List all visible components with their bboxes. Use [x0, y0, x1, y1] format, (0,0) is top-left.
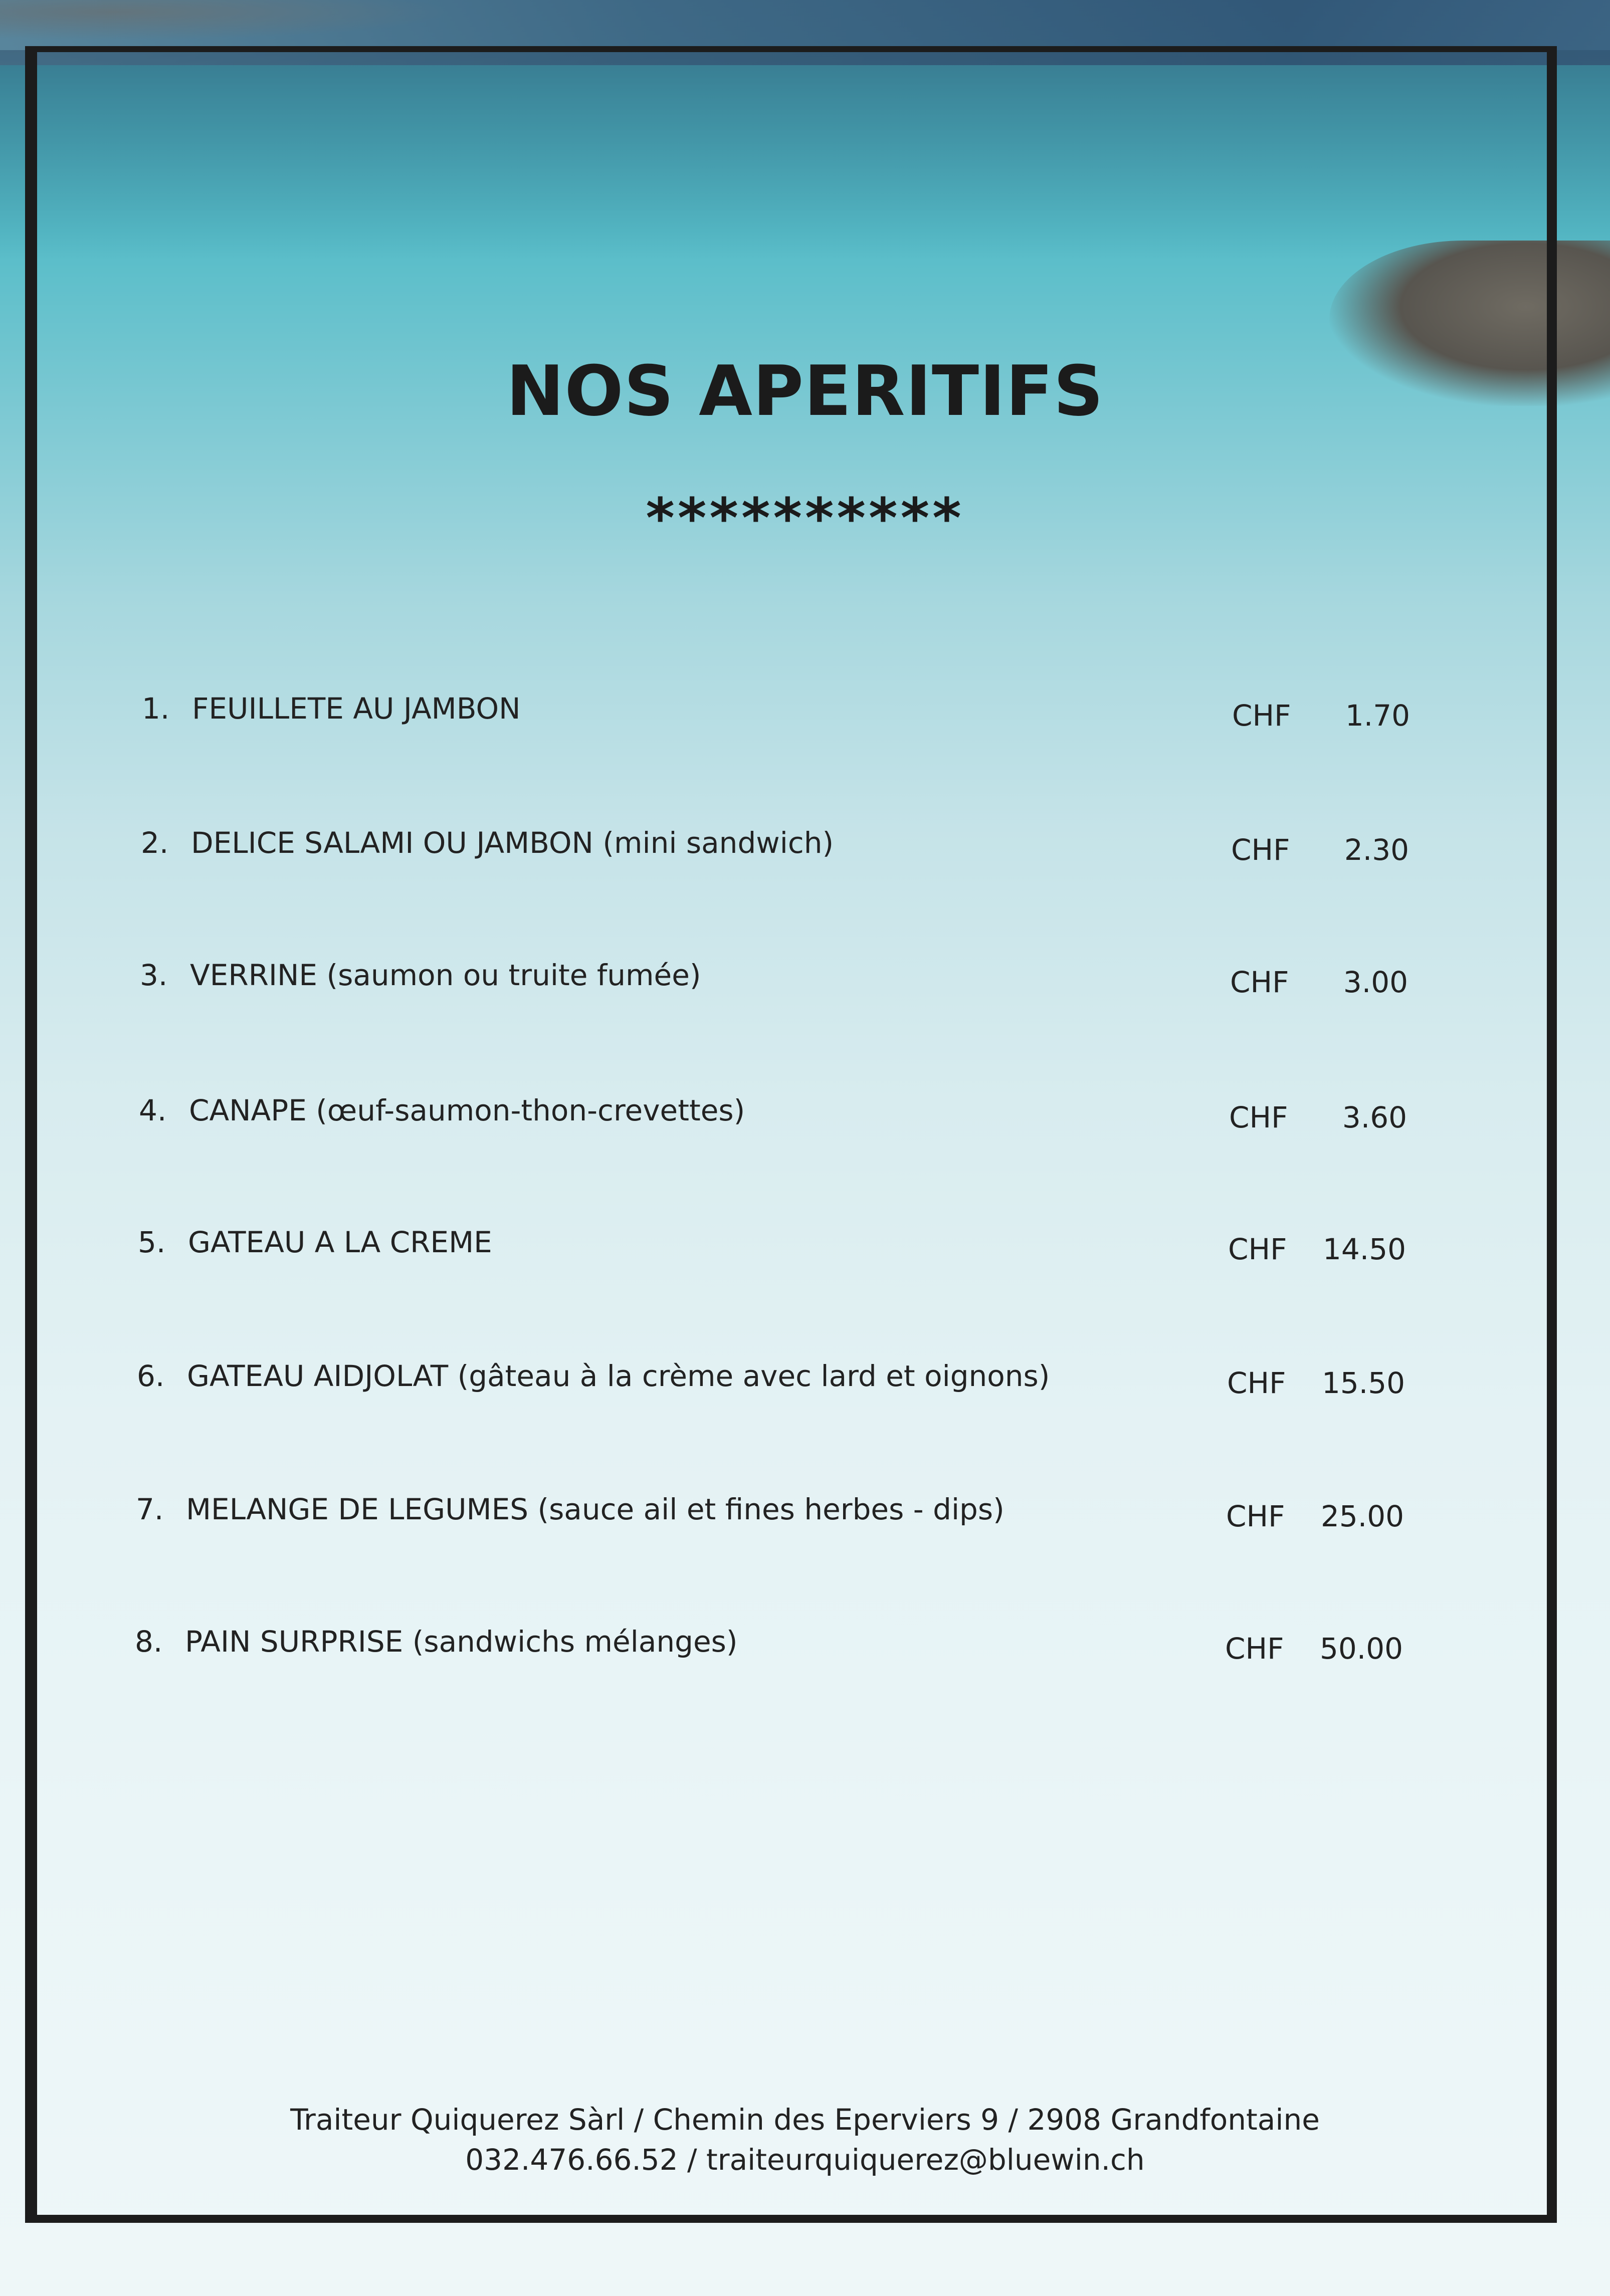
menu-item — [0, 1225, 1610, 1280]
item-price: 14.50 — [1322, 1232, 1406, 1266]
menu-item — [0, 692, 1610, 747]
item-number: 8. — [135, 1625, 163, 1659]
item-name: CANAPE (œuf-saumon-thon-crevettes) — [189, 1093, 745, 1127]
item-price: 3.00 — [1343, 965, 1408, 999]
item-number: 5. — [138, 1225, 166, 1259]
item-number: 6. — [137, 1359, 165, 1393]
page-title: NOS APERITIFS — [506, 351, 1104, 431]
menu-item — [0, 1093, 1610, 1149]
menu-item — [0, 826, 1610, 881]
item-currency: CHF — [1230, 965, 1289, 999]
item-name: DELICE SALAMI OU JAMBON (mini sandwich) — [191, 826, 834, 860]
menu-item — [0, 1625, 1610, 1680]
menu-item — [0, 1492, 1610, 1547]
item-name: MELANGE DE LEGUMES (sauce ail et fines herbes - dips) — [186, 1492, 1004, 1526]
menu-item — [0, 1359, 1610, 1414]
item-number: 4. — [139, 1093, 167, 1127]
item-currency: CHF — [1227, 1366, 1286, 1400]
footer-address: Traiteur Quiquerez Sàrl / Chemin des Eperviers 9 / 2908 Grandfontaine — [290, 2103, 1320, 2137]
item-price: 3.60 — [1342, 1100, 1407, 1134]
item-price: 1.70 — [1345, 699, 1410, 733]
item-price: 25.00 — [1320, 1499, 1404, 1533]
footer — [0, 2100, 1610, 2180]
item-price: 50.00 — [1319, 1632, 1403, 1666]
item-name: PAIN SURPRISE (sandwichs mélanges) — [185, 1625, 738, 1659]
item-number: 1. — [142, 692, 170, 726]
item-currency: CHF — [1225, 1632, 1284, 1666]
item-name: VERRINE (saumon ou truite fumée) — [190, 958, 701, 992]
item-number: 7. — [136, 1492, 164, 1526]
item-currency: CHF — [1231, 833, 1290, 867]
item-currency: CHF — [1226, 1499, 1285, 1533]
item-currency: CHF — [1232, 699, 1291, 733]
item-name: FEUILLETE AU JAMBON — [192, 692, 521, 726]
item-name: GATEAU AIDJOLAT (gâteau à la crème avec lard et oignons) — [187, 1359, 1050, 1393]
menu-item — [0, 958, 1610, 1013]
item-name: GATEAU A LA CREME — [188, 1225, 492, 1259]
item-price: 2.30 — [1344, 833, 1409, 867]
footer-contact: 032.476.66.52 / traiteurquiquerez@bluewin.ch — [465, 2143, 1145, 2177]
item-price: 15.50 — [1321, 1366, 1405, 1400]
title-separator: ********** — [646, 486, 964, 550]
item-currency: CHF — [1228, 1232, 1287, 1266]
item-number: 2. — [141, 826, 169, 860]
item-currency: CHF — [1229, 1100, 1288, 1134]
item-number: 3. — [140, 958, 168, 992]
